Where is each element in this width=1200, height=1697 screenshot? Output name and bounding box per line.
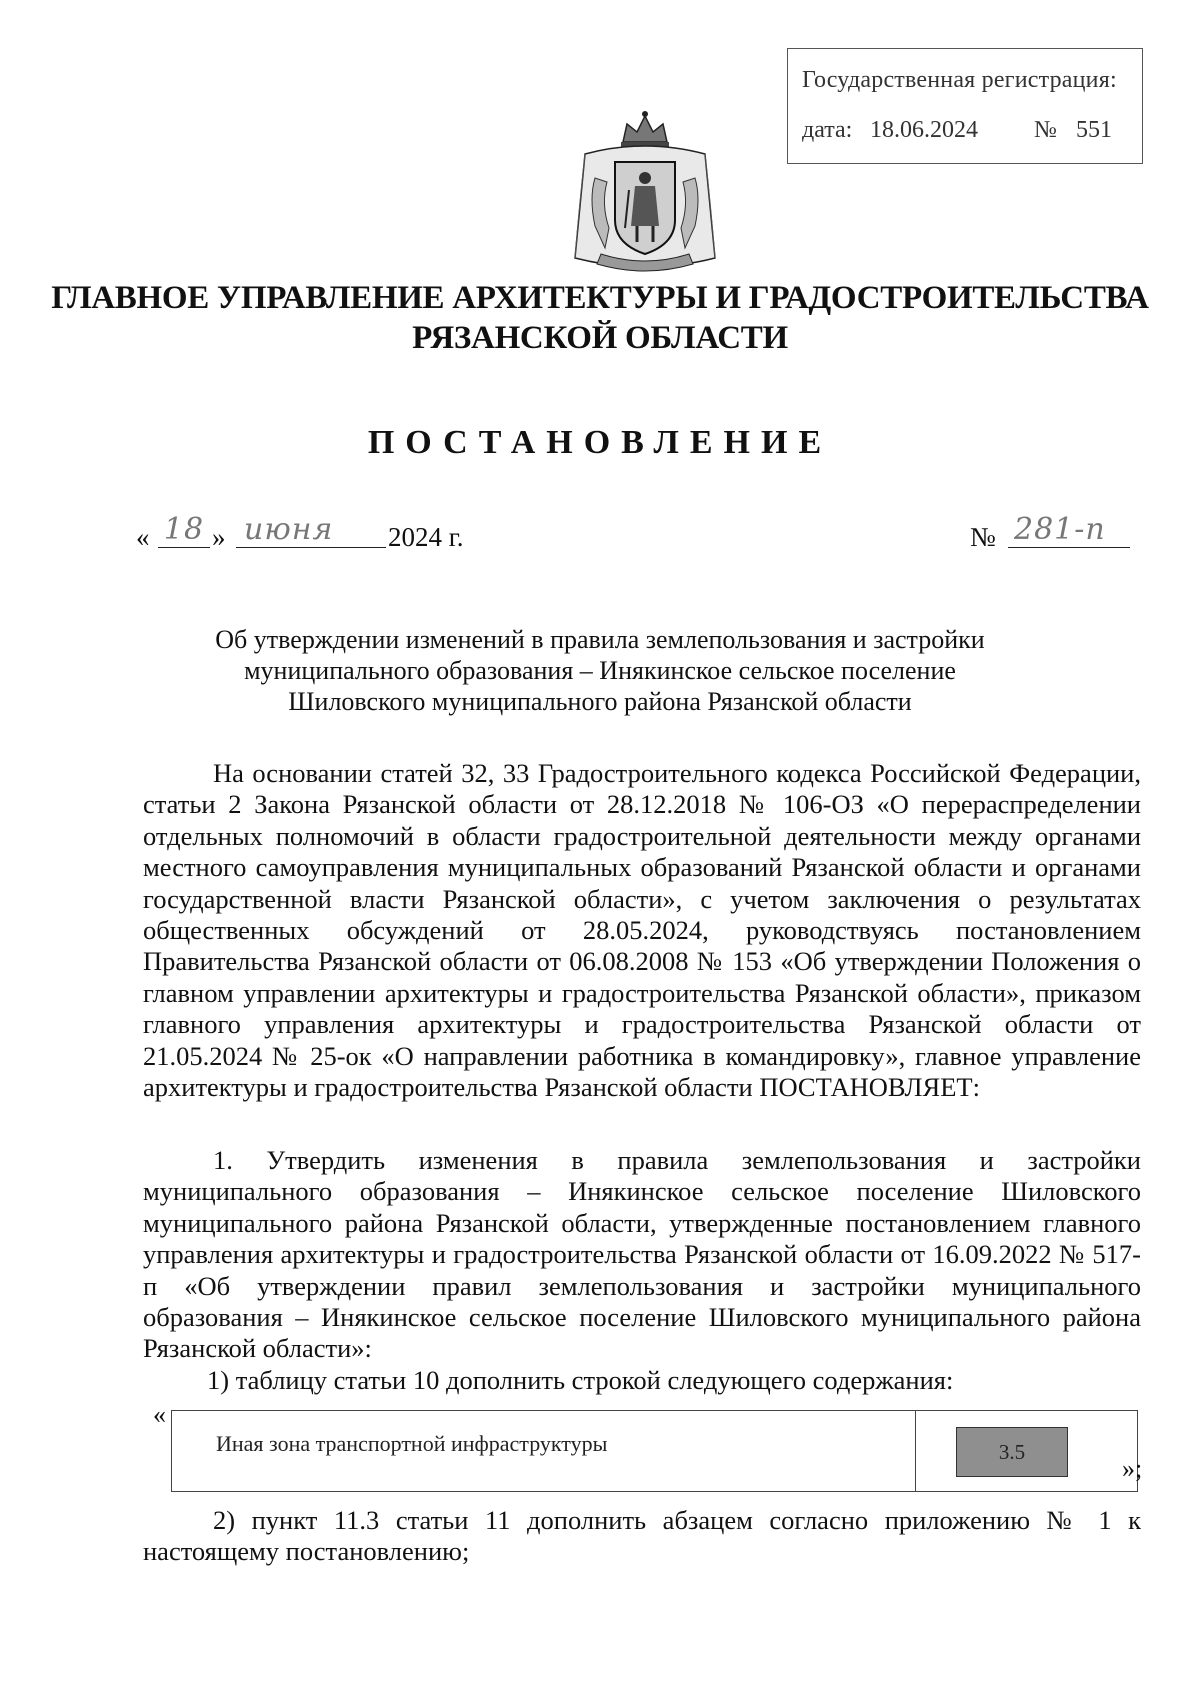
inserted-row-quote-close: »;	[1122, 1454, 1143, 1483]
organization-name-line2: РЯЗАНСКОЙ ОБЛАСТИ	[412, 320, 788, 356]
handwritten-document-number: 281-п	[1008, 512, 1130, 548]
registration-number: 551	[1076, 117, 1112, 143]
document-type-title: ПОСТАНОВЛЕНИЕ	[367, 424, 833, 461]
zone-name-cell: Иная зона транспортной инфраструктуры	[172, 1411, 916, 1491]
document-year: 2024 г.	[388, 522, 464, 552]
registration-number-label: №	[1034, 117, 1057, 143]
subject-line3: Шиловского муниципального района Рязанской области	[288, 687, 912, 716]
date-quote-open: «	[136, 522, 150, 552]
document-subject	[0, 624, 1200, 717]
zone-code-value: 3.5	[956, 1427, 1068, 1477]
organization-name-line1: ГЛАВНОЕ УПРАВЛЕНИЕ АРХИТЕКТУРЫ И ГРАДОСТРОИТЕЛЬСТВА	[51, 280, 1149, 316]
registration-stamp	[787, 48, 1143, 164]
subject-line2: муниципального образования – Инякинское сельское поселение	[244, 656, 956, 685]
subitem-2-paragraph: 2) пункт 11.3 статьи 11 дополнить абзацем согласно приложению № 1 к настоящему постановлению;	[143, 1505, 1141, 1567]
subitem-1-paragraph: 1) таблицу статьи 10 дополнить строкой следующего содержания:	[207, 1365, 954, 1395]
registration-date: 18.06.2024	[870, 117, 978, 143]
handwritten-day: 18	[158, 512, 210, 548]
zone-code-cell	[916, 1411, 1137, 1491]
subject-line1: Об утверждении изменений в правила землепользования и застройки	[215, 625, 985, 654]
inserted-row-quote-open: «	[153, 1400, 166, 1429]
document-number-label: №	[970, 522, 996, 552]
coat-of-arms-icon	[565, 108, 725, 276]
inserted-table-row	[171, 1410, 1138, 1492]
registration-title: Государственная регистрация:	[802, 67, 1117, 93]
date-quote-close: »	[212, 522, 226, 552]
item-1-paragraph: 1. Утвердить изменения в правила землепользования и застройки муниципального образования – Инякинское сельское поселение Шиловского муниципального района Рязанской области, утвержденные постановлением главного управления архитектуры и градостроительства Рязанской области от 16.09.2022 № 517-п «Об утверждении правил землепользования и застройки муниципального образования – Инякинское сельское поселение Шиловского муниципального района Рязанской области»:	[143, 1145, 1141, 1364]
basis-paragraph: На основании статей 32, 33 Градостроительного кодекса Российской Федерации, статьи 2 Закона Рязанской области от 28.12.2018 № 106-ОЗ «О перераспределении отдельных полномочий в области градостроительной деятельности между органами местного самоуправления муниципальных образований Рязанской области и органами государственной власти Рязанской области», с учетом заключения о результатах общественных обсуждений от 28.05.2024, руководствуясь постановлением Правительства Рязанской области от 06.08.2008 № 153 «Об утверждении Положения о главном управлении архитектуры и градостроительства Рязанской области», приказом главного управления архитектуры и градостроительства Рязанской области от 21.05.2024 № 25-ок «О направлении работника в командировку», главное управление архитектуры и градостроительства Рязанской области ПОСТАНОВЛЯЕТ:	[143, 758, 1141, 1103]
registration-date-label: дата:	[802, 117, 853, 143]
handwritten-month: июня	[236, 512, 386, 548]
